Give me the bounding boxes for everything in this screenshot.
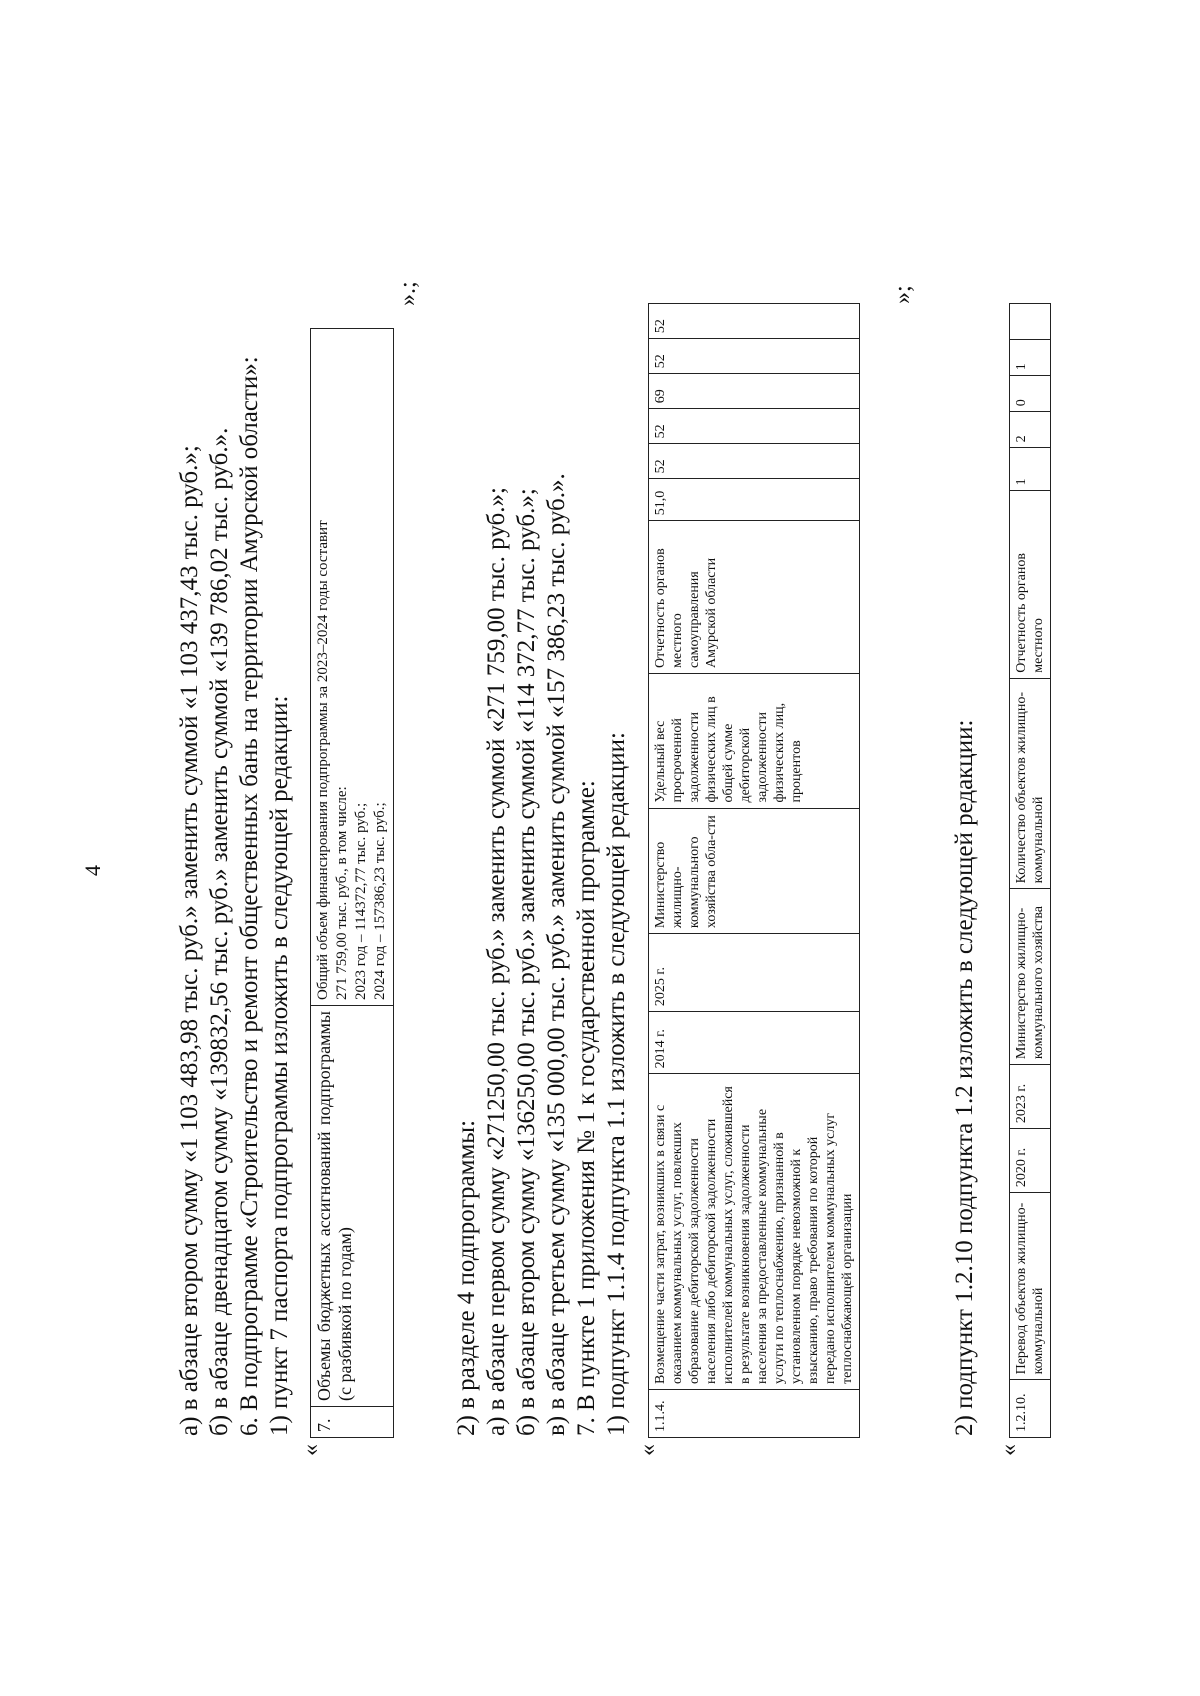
cell-value: 1: [1010, 448, 1051, 491]
value-line: 271 759,00 тыс. руб., в том числе:: [334, 786, 350, 1000]
paragraph-a-2: а) в абзаце первом сумму «271250,00 тыс. руб.» заменить суммой «271 759,00 тыс. руб.»;: [483, 487, 510, 1436]
paragraph-section-6: 6. В подпрограмме «Строительство и ремонт общественных бань на территории Амурской области»:: [236, 356, 263, 1436]
cell-indicator: Удельный вес просроченной задолженности физических лиц в общей сумме дебиторской задолженности физических лиц, процентов: [649, 673, 860, 808]
cell-name: Перевод объектов жилищно-коммунальной: [1010, 1193, 1051, 1380]
cell-value: 51,0: [649, 479, 860, 521]
cell-name: Возмещение части затрат, возникших в связи с оказанием коммунальных услуг, повлекших образование дебиторской задолженности населения либо дебиторской задолженности исполнителей коммунальных услуг, сложившейся в результате возникновения задолженности населения за предоставленные коммунальные услуги по теплоснабжению, признанной в установленном порядке невозможной к взысканию, право требования по которой передано исполнителем коммунальных услуг теплоснабжающей организации: [649, 1074, 860, 1390]
table-cell-label: Объемы бюджетных ассигнований подпрограммы (с разбивкой по годам): [311, 1006, 394, 1407]
cell-source: Отчетность органов местного: [1010, 491, 1051, 678]
cell-end-year: 2023 г.: [1010, 1065, 1051, 1129]
cell-value: 52: [649, 409, 860, 444]
paragraph-item-2: 2) в разделе 4 подпрограммы:: [453, 1119, 480, 1436]
cell-indicator: Количество объектов жилищно-коммунальной: [1010, 678, 1051, 889]
page-number: 4: [80, 865, 105, 876]
cell-value: 1: [1010, 340, 1051, 376]
cell-value: 69: [649, 374, 860, 409]
table-row: [311, 329, 394, 1438]
cell-number: 1.1.4.: [649, 1389, 860, 1437]
open-quote-2: «: [635, 1444, 661, 1456]
cell-value: 52: [649, 444, 860, 479]
cell-value: [1010, 304, 1051, 340]
cell-value: 0: [1010, 376, 1051, 412]
table-cell-value: [311, 329, 394, 1006]
table-row: [649, 304, 860, 1438]
cell-value: 52: [649, 304, 860, 339]
paragraph-c-2: в) в абзаце третьем сумму «135 000,00 тыс. руб.» заменить суммой «157 386,23 тыс. руб.».: [543, 473, 570, 1436]
close-quote-1: ».;: [395, 281, 421, 306]
value-line: 2023 год – 114372,77 тыс. руб.;: [353, 802, 369, 1000]
paragraph-item-1: 1) пункт 7 паспорта подпрограммы изложить в следующей редакции:: [266, 695, 293, 1436]
open-quote-3: «: [996, 1444, 1022, 1456]
close-quote-2: »;: [890, 285, 916, 304]
cell-executor: Министерство жилищно-коммунального хозяйства: [1010, 889, 1051, 1065]
program-table-1-1-4: [648, 303, 860, 1438]
cell-start-year: 2014 г.: [649, 1012, 860, 1074]
paragraph-b-1: б) в абзаце двенадцатом сумму «139832,56 тыс. руб.» заменить суммой «139 786,02 тыс. руб.».: [206, 427, 233, 1436]
open-quote-1: «: [298, 1444, 324, 1456]
cell-value: 52: [649, 339, 860, 374]
value-line: Общий объем финансирования подпрограммы за 2023–2024 годы составит: [315, 520, 331, 1000]
cell-source: Отчетность органов местного самоуправления Амурской области: [649, 521, 860, 674]
cell-start-year: 2020 г.: [1010, 1129, 1051, 1193]
cell-value: 2: [1010, 412, 1051, 448]
paragraph-a-1: а) в абзаце втором сумму «1 103 483,98 тыс. руб.» заменить суммой «1 103 437,43 тыс. руб.»;: [176, 445, 203, 1436]
table-cell-number: 7.: [311, 1407, 394, 1438]
value-line: 2024 год – 157386,23 тыс. руб.;: [372, 802, 388, 1000]
cell-executor: Министерство жилищно-коммунального хозяйства обла-сти: [649, 808, 860, 934]
paragraph-b-2: б) в абзаце втором сумму «136250,00 тыс. руб.» заменить суммой «114 372,77 тыс. руб.»;: [513, 488, 540, 1436]
table-row: [1010, 304, 1051, 1438]
cell-end-year: 2025 г.: [649, 934, 860, 1012]
cell-number: 1.2.10.: [1010, 1380, 1051, 1438]
program-table-1-2-10: [1009, 303, 1051, 1438]
paragraph-item-1-2: 1) подпункт 1.1.4 подпункта 1.1 изложить в следующей редакции:: [603, 732, 630, 1436]
paragraph-section-7: 7. В пункте 1 приложения № 1 к государственной программе:: [573, 780, 600, 1436]
passport-table: [310, 328, 394, 1438]
paragraph-item-2-2: 2) подпункт 1.2.10 подпункта 1.2 изложить в следующей редакции:: [951, 719, 978, 1436]
